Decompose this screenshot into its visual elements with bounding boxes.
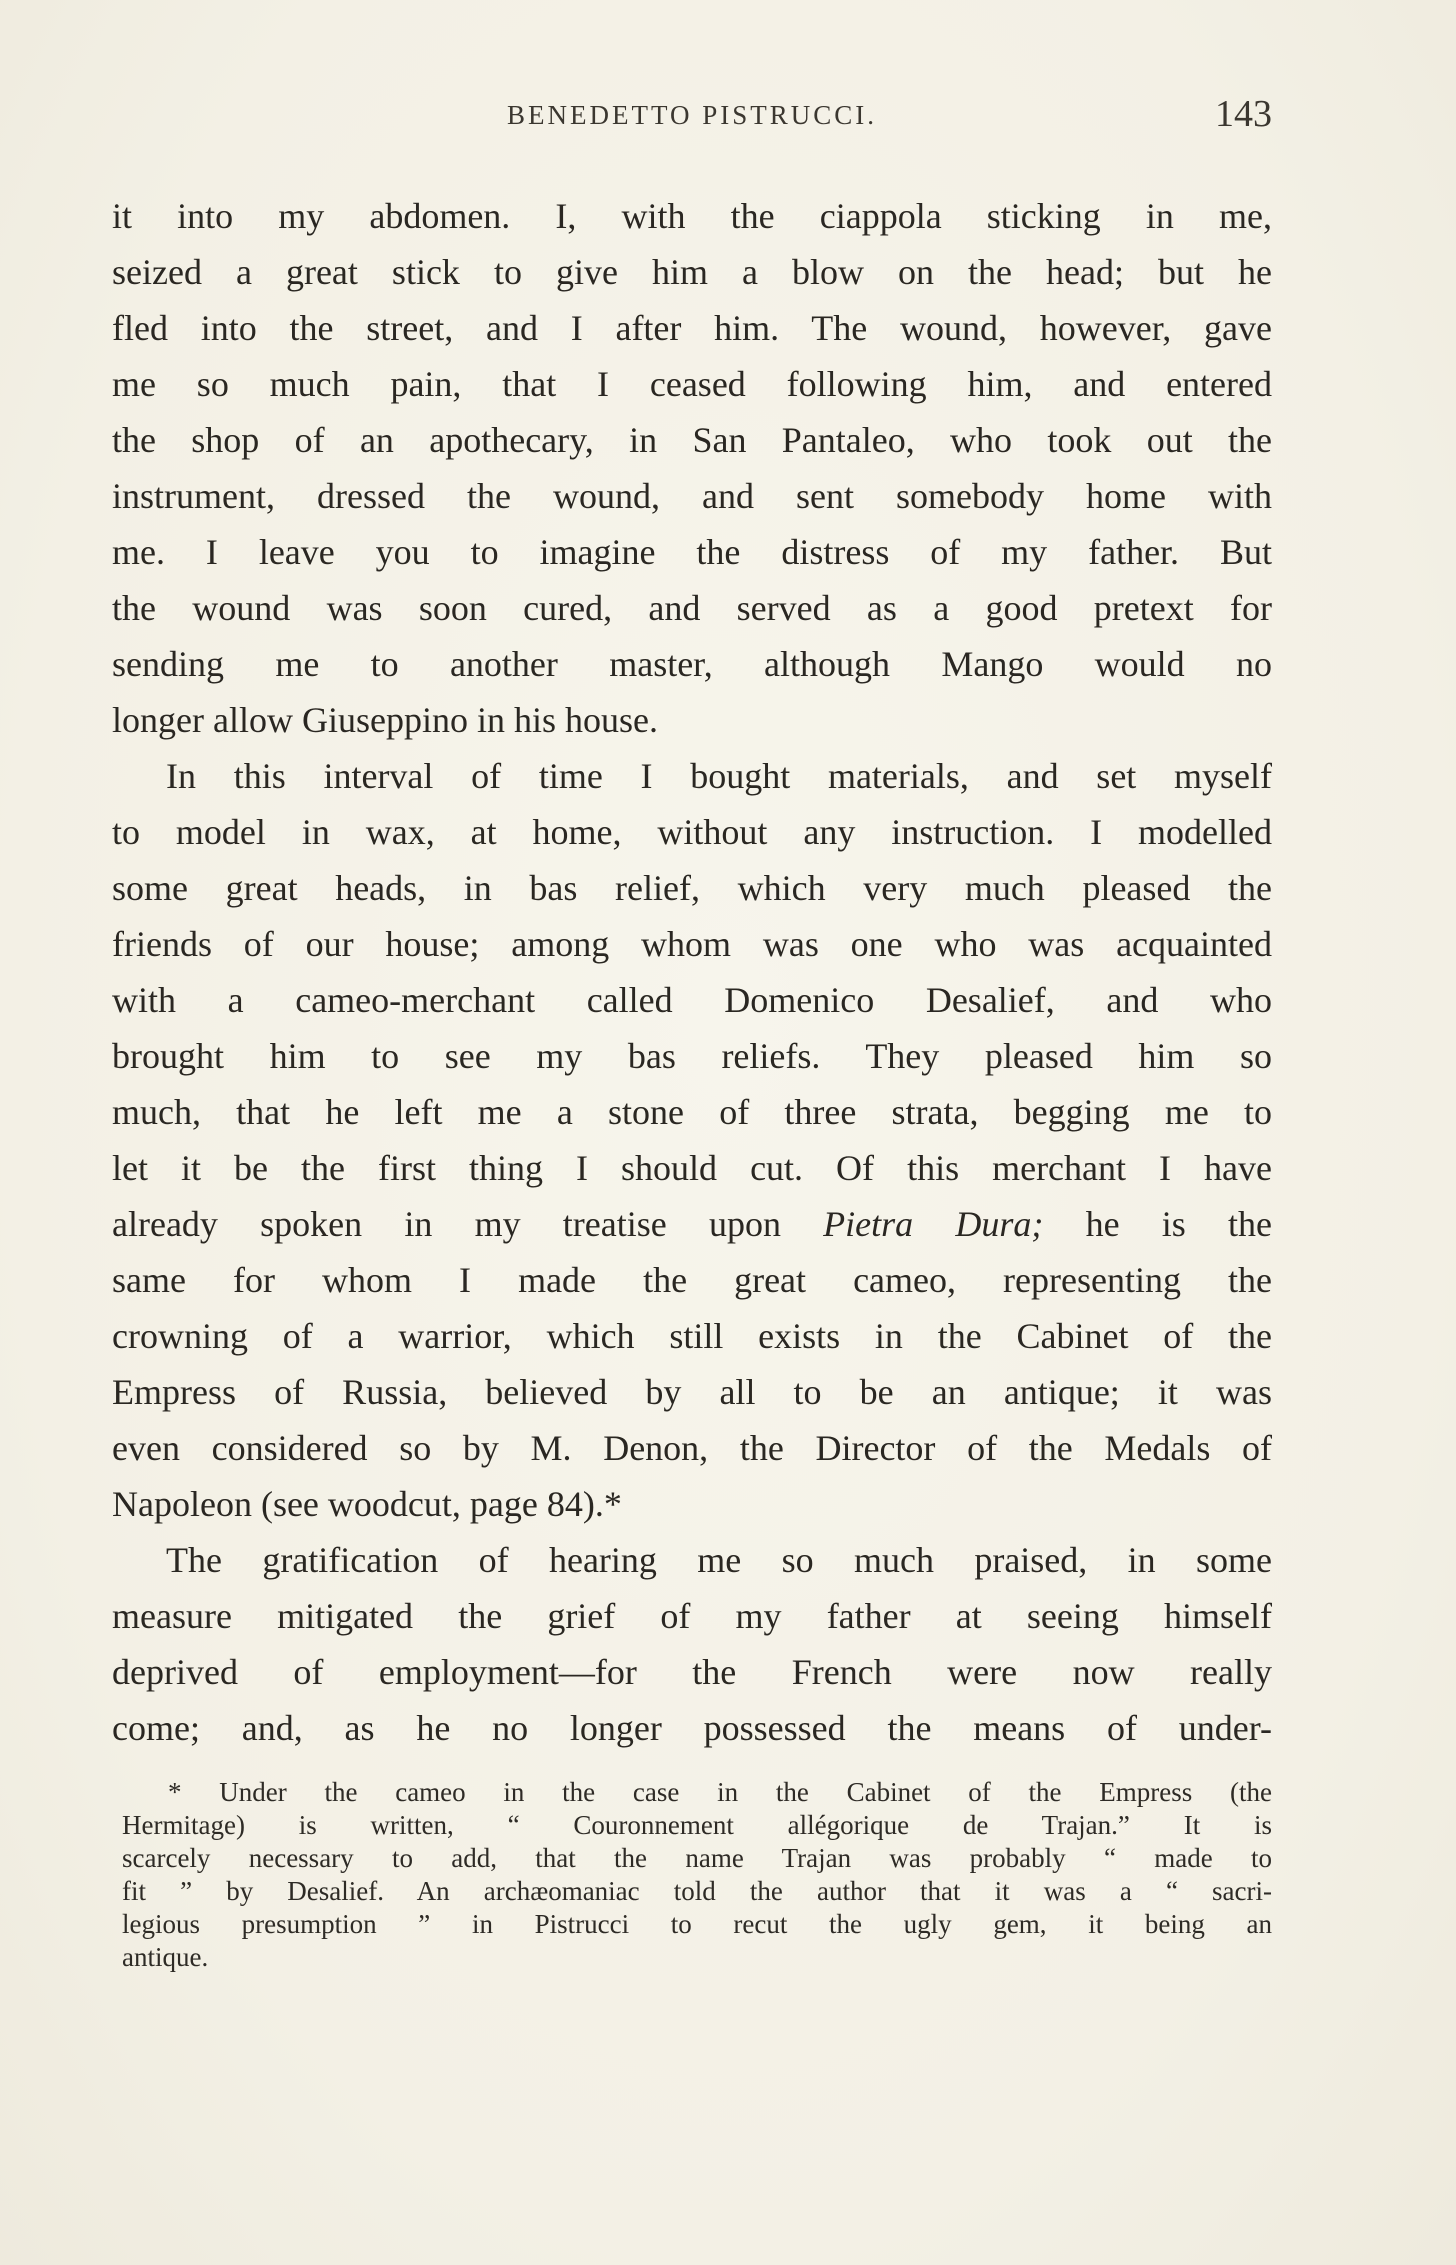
body-line: even considered so by M. Denon, the Director of the Medals of: [112, 1428, 1272, 1468]
italic-book-title: Pietra Dura;: [823, 1204, 1044, 1244]
body-line: Napoleon (see woodcut, page 84).*: [112, 1484, 622, 1524]
body-line: sending me to another master, although Mango would no: [112, 644, 1272, 684]
body-line: with a cameo-merchant called Domenico Desalief, and who: [112, 980, 1272, 1020]
body-text: [112, 188, 1272, 1756]
body-line: The gratification of hearing me so much praised, in some: [166, 1540, 1272, 1580]
footnote-line: legious presumption ” in Pistrucci to recut the ugly gem, it being an: [122, 1909, 1272, 1939]
body-line: crowning of a warrior, which still exists in the Cabinet of the: [112, 1316, 1272, 1356]
footnote-line: Hermitage) is written, “ Couronnement allégorique de Trajan.” It is: [122, 1810, 1272, 1840]
body-line: brought him to see my bas reliefs. They pleased him so: [112, 1036, 1272, 1076]
body-line: Empress of Russia, believed by all to be an antique; it was: [112, 1372, 1272, 1412]
footnote-line: scarcely necessary to add, that the name Trajan was probably “ made to: [122, 1843, 1272, 1873]
body-line: friends of our house; among whom was one who was acquainted: [112, 924, 1272, 964]
body-line: seized a great stick to give him a blow on the head; but he: [112, 252, 1272, 292]
body-line: me so much pain, that I ceased following him, and entered: [112, 364, 1272, 404]
body-line: some great heads, in bas relief, which very much pleased the: [112, 868, 1272, 908]
body-line: me. I leave you to imagine the distress of my father. But: [112, 532, 1272, 572]
body-line-end: he is the: [1043, 1204, 1272, 1244]
body-line: measure mitigated the grief of my father at seeing himself: [112, 1596, 1272, 1636]
footnote: [122, 1776, 1272, 1974]
page-number: 143: [1215, 93, 1272, 135]
body-line: it into my abdomen. I, with the ciappola sticking in me,: [112, 196, 1272, 236]
body-line: the wound was soon cured, and served as a good pretext for: [112, 588, 1272, 628]
footnote-line: fit ” by Desalief. An archæomaniac told the author that it was a “ sacri-: [122, 1876, 1272, 1906]
body-line: instrument, dressed the wound, and sent somebody home with: [112, 476, 1272, 516]
body-line-with-italic: [112, 1196, 1272, 1252]
body-line: the shop of an apothecary, in San Pantaleo, who took out the: [112, 420, 1272, 460]
body-line: deprived of employment—for the French were now really: [112, 1652, 1272, 1692]
body-line: fled into the street, and I after him. The wound, however, gave: [112, 308, 1272, 348]
body-line-start: already spoken in my treatise upon: [112, 1204, 824, 1244]
body-line: to model in wax, at home, without any instruction. I modelled: [112, 812, 1272, 852]
running-head: [112, 92, 1272, 142]
footnote-line: antique.: [122, 1942, 209, 1972]
running-title: BENEDETTO PISTRUCCI.: [506, 100, 877, 130]
body-line: same for whom I made the great cameo, representing the: [112, 1260, 1272, 1300]
body-line: longer allow Giuseppino in his house.: [112, 700, 658, 740]
body-line: much, that he left me a stone of three strata, begging me to: [112, 1092, 1272, 1132]
body-line: In this interval of time I bought materials, and set myself: [166, 756, 1272, 796]
footnote-line: * Under the cameo in the case in the Cabinet of the Empress (the: [168, 1777, 1272, 1807]
body-line: come; and, as he no longer possessed the means of under-: [112, 1708, 1272, 1748]
body-line: let it be the first thing I should cut. Of this merchant I have: [112, 1148, 1272, 1188]
